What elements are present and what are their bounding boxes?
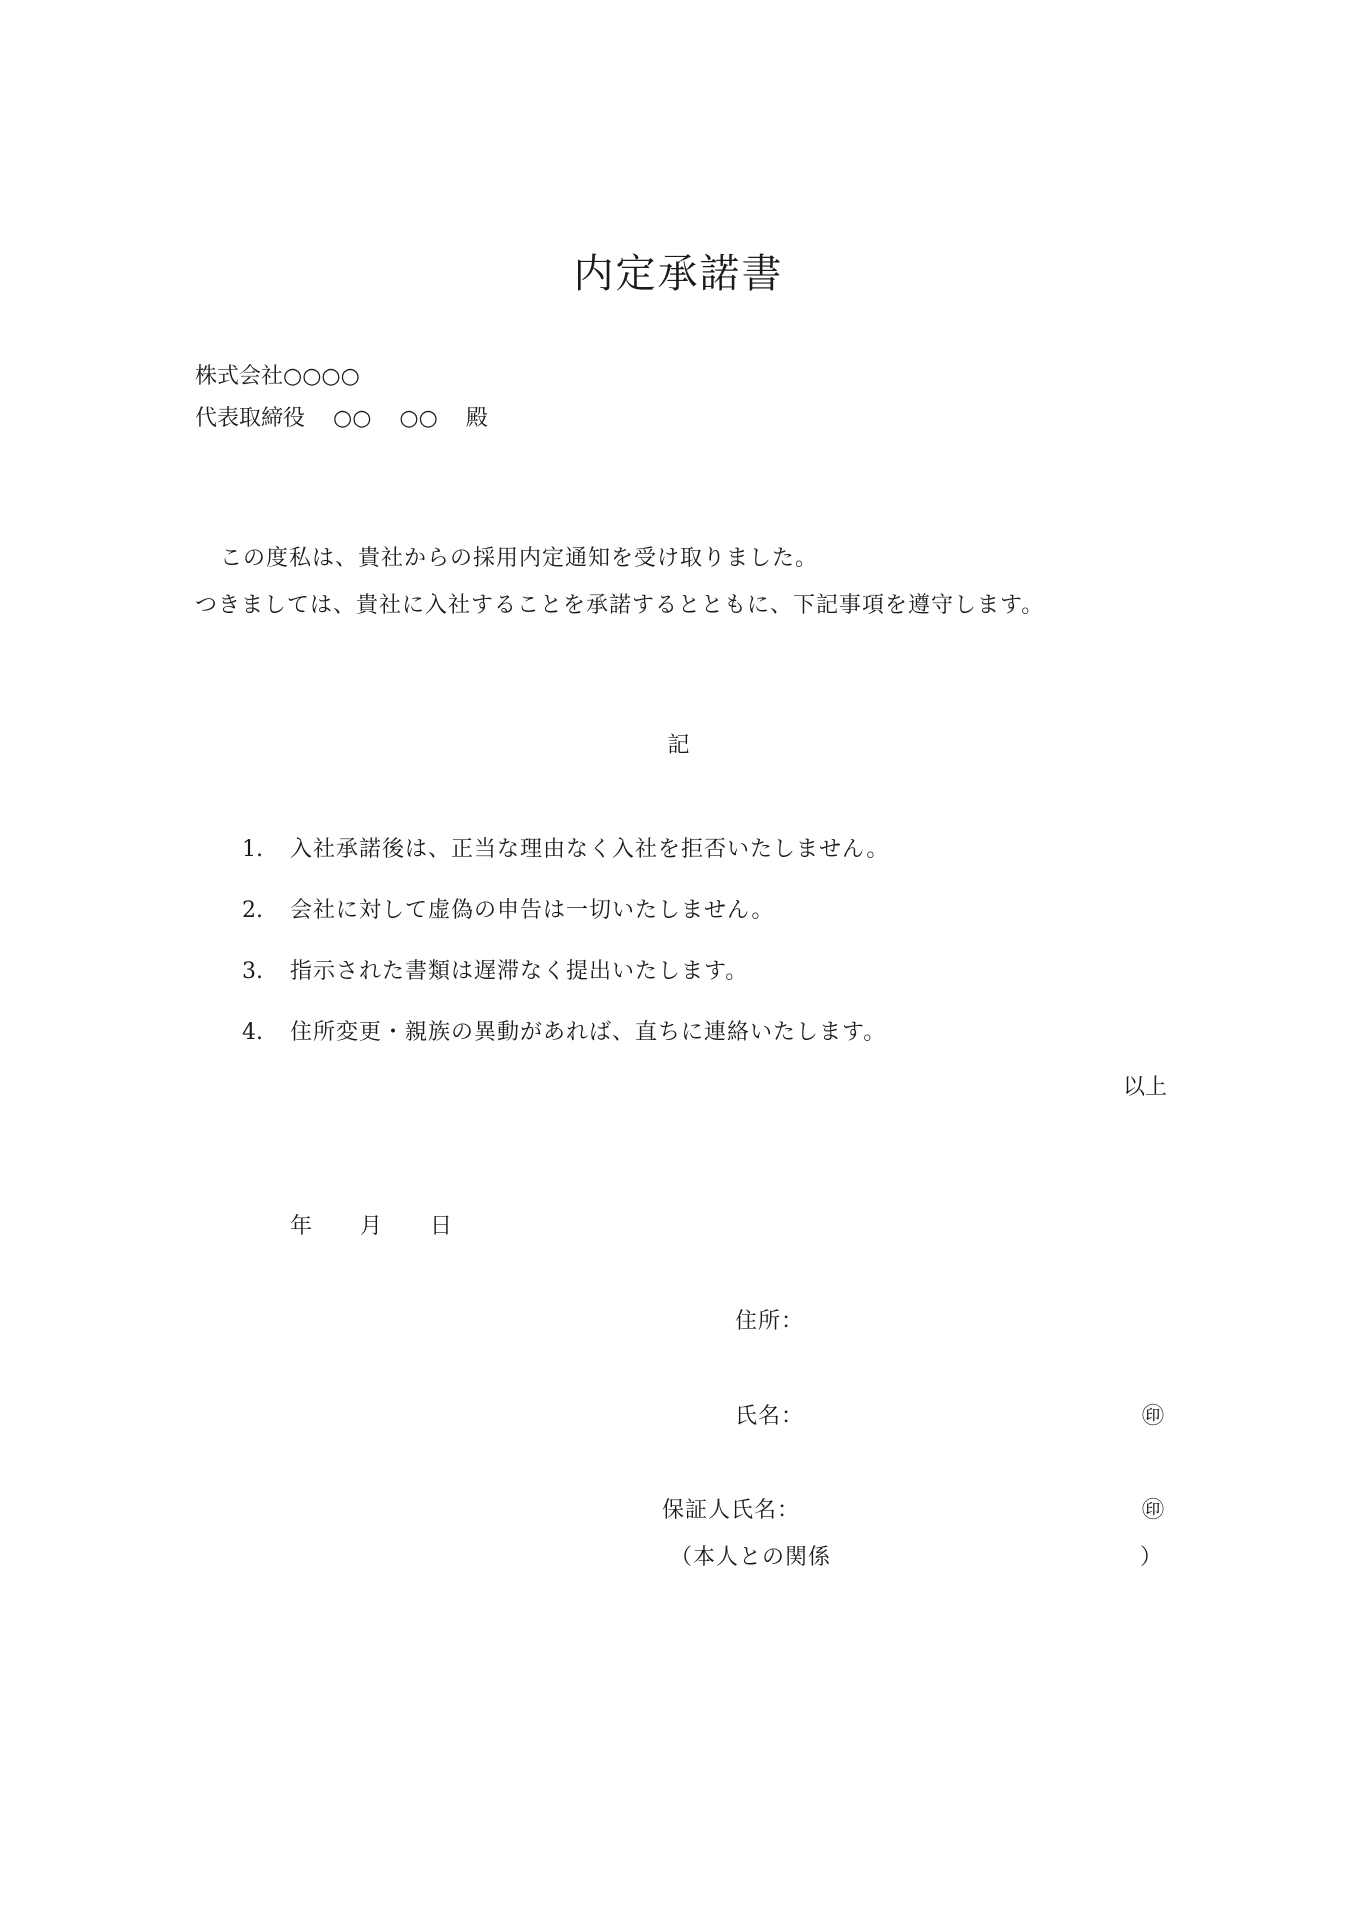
list-item (242, 896, 774, 926)
document-title: 内定承諾書 (573, 251, 784, 297)
recipient-name-part2: ○○ (399, 406, 438, 431)
recipient-honorific: 殿 (465, 406, 488, 431)
date-line (290, 1212, 452, 1242)
seal-mark-icon: ㊞ (1142, 1498, 1165, 1523)
recipient-line (195, 404, 488, 434)
date-year: 年 (290, 1214, 313, 1239)
list-item-text: 住所変更・親族の異動があれば、直ちに連絡いたします。 (290, 1020, 887, 1045)
relation-close-paren: ） (1140, 1545, 1163, 1570)
relation-label: （本人との関係 (670, 1545, 832, 1570)
list-item-text: 会社に対して虚偽の申告は一切いたしません。 (290, 898, 775, 923)
list-item-text: 入社承諾後は、正当な理由なく入社を拒否いたしません。 (290, 837, 890, 862)
closing-remark: 以上 (1122, 1075, 1167, 1100)
list-item (242, 1018, 886, 1048)
list-item-number: 2. (242, 898, 263, 923)
recipient-company: 株式会社○○○○ (195, 364, 360, 389)
recipient-name-part1: ○○ (333, 406, 372, 431)
list-item-number: 4. (242, 1020, 263, 1045)
list-item-number: 1. (242, 837, 263, 862)
body-line-2: つきましては、貴社に入社することを承諾するとともに、下記事項を遵守します。 (195, 593, 1045, 618)
date-day: 日 (430, 1214, 453, 1239)
body-line-1: この度私は、貴社からの採用内定通知を受け取りました。 (220, 546, 819, 571)
date-month: 月 (360, 1214, 383, 1239)
seal-mark-icon: ㊞ (1142, 1404, 1165, 1429)
recipient-position: 代表取締役 (195, 406, 306, 431)
address-label: 住所： (735, 1309, 805, 1334)
list-item (242, 957, 748, 987)
list-item-number: 3. (242, 959, 263, 984)
ki-heading: 記 (667, 733, 690, 758)
guarantor-name-label: 保証人氏名： (662, 1498, 801, 1523)
name-label: 氏名： (735, 1404, 805, 1429)
list-item (242, 835, 889, 865)
list-item-text: 指示された書類は遅滞なく提出いたします。 (290, 959, 749, 984)
